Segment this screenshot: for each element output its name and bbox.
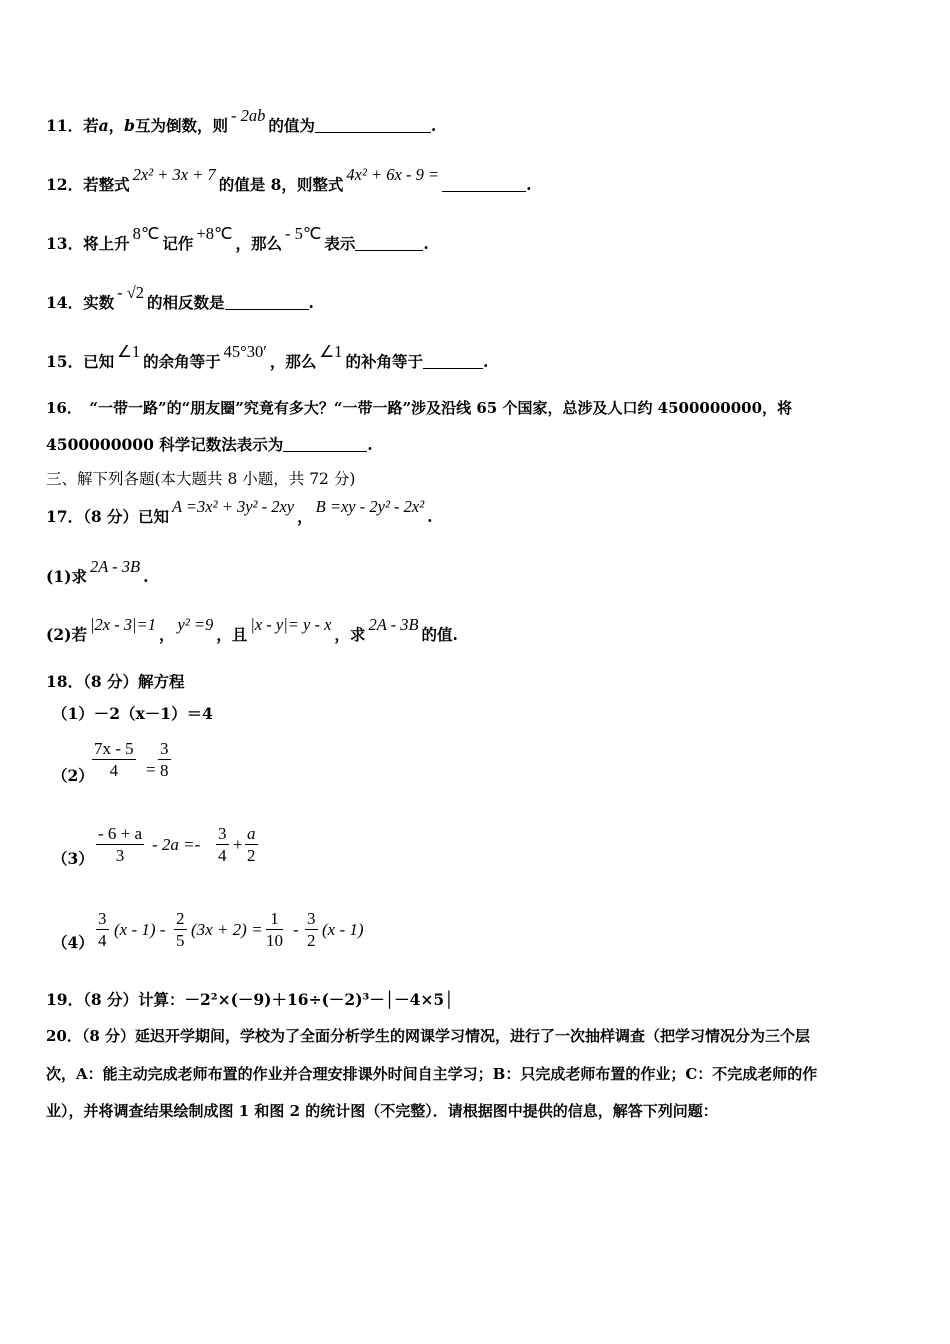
equation-3-middle: - 2a =- [152,835,201,854]
math-expr: 2A - 3B [368,615,419,634]
answer-blank[interactable] [283,435,367,452]
question-20-line-3: 业），并将调查结果绘制成图 1 和图 2 的统计图（不完整）．请根据图中提供的信息，解答下列问题： [46,1102,718,1120]
question-11: 11．若a，b互为倒数，则- 2ab的值为 . [46,106,437,135]
question-13: 13．将上升8℃记作+8℃，那么- 5℃表示 . [46,224,429,253]
math-expr: 45°30′ [223,342,267,361]
math-expr: 4x² + 6x - 9 = [346,165,440,184]
equation-4-term-3: - [293,920,299,939]
equation-4-fraction-4: 3 2 [307,909,316,950]
equation-1: （1）－2（x－1）＝4 [52,704,213,723]
equation-4-term-4: (x - 1) [322,920,364,939]
equation-4-fraction-1: 3 4 [98,909,107,950]
equation-4-term-1: (x - 1) - [114,920,166,939]
math-expr: 8℃ [132,224,160,243]
answer-blank[interactable] [442,175,526,192]
equation-2-fraction-1: 7x - 5 4 [94,739,134,780]
question-16-line-2: 4500000000 科学记数法表示为 . [46,435,373,454]
math-expr: |2x - 3|=1 [89,615,156,634]
math-expr: A =3x² + 3y² - 2xy [172,497,295,516]
answer-blank[interactable] [355,234,423,251]
equation-4-fraction-3: 1 10 [266,909,283,950]
math-expr: 2x² + 3x + 7 [132,165,216,184]
question-16-line-1: 16． “一带一路”的“朋友圈”究竟有多大？“一带一路”涉及沿线 65 个国家，总涉及人口约 4500000000，将 [46,399,793,417]
math-expr: - 5℃ [285,224,322,243]
answer-blank[interactable] [423,352,483,369]
equation-2-label: （2） [52,766,94,785]
math-expr: +8℃ [196,224,233,243]
equation-4-label: （4） [52,933,94,952]
question-12: 12．若整式2x² + 3x + 7的值是 8，则整式4x² + 6x - 9 =. [46,165,532,194]
math-expr: 2A - 3B [89,557,141,576]
question-18-title: 18．（8 分）解方程 [46,672,185,691]
answer-blank[interactable] [225,293,309,310]
question-15: 15．已知∠1的余角等于45°30′，那么∠1的补角等于 . [46,342,489,371]
math-expr: |x - y|= y - x [250,615,332,634]
question-20-line-2: 次，A：能主动完成老师布置的作业并合理安排课外时间自主学习；B：只完成老师布置的作业；C：不完成老师的作 [46,1065,818,1083]
equation-2-fraction-2: 3 8 [160,739,169,780]
question-17: 17．（8 分）已知A =3x² + 3y² - 2xy，B =xy - 2y² - 2x². [46,497,433,526]
equation-4-fraction-2: 2 5 [176,909,185,950]
equation-3-fraction-3: a 2 [247,824,256,865]
answer-blank[interactable] [315,116,431,133]
math-expr: ∠1 [117,342,141,361]
equals-sign: = [146,760,156,779]
section-heading: 三、解下列各题(本大题共 8 小题，共 72 分) [46,470,356,488]
math-expr: y² =9 [177,615,214,634]
math-expr: - 2ab [231,106,266,125]
math-expr: - √2 [117,283,145,302]
equation-3-fraction-1: - 6 + a 3 [98,824,143,865]
question-20-line-1: 20．（8 分）延迟开学期间，学校为了全面分析学生的网课学习情况，进行了一次抽样调查（把学习情况分为三个层 [46,1027,811,1045]
plus-sign: + [233,835,243,854]
equation-3-label: （3） [52,849,94,868]
math-expr: ∠1 [319,342,343,361]
question-14: 14．实数- √2的相反数是 . [46,283,314,312]
question-17-part-2: (2)若|2x - 3|=1，y² =9，且|x - y|= y - x，求2A - 3B的值. [46,615,458,644]
question-17-part-1: (1)求2A - 3B. [46,557,149,586]
equation-4-term-2: (3x + 2) = [191,920,263,939]
math-expr: B =xy - 2y² - 2x² [315,497,425,516]
question-19: 19．（8 分）计算：－2²×(－9)＋16÷(－2)³－│－4×5│ [46,990,454,1009]
equation-3-fraction-2: 3 4 [218,824,227,865]
